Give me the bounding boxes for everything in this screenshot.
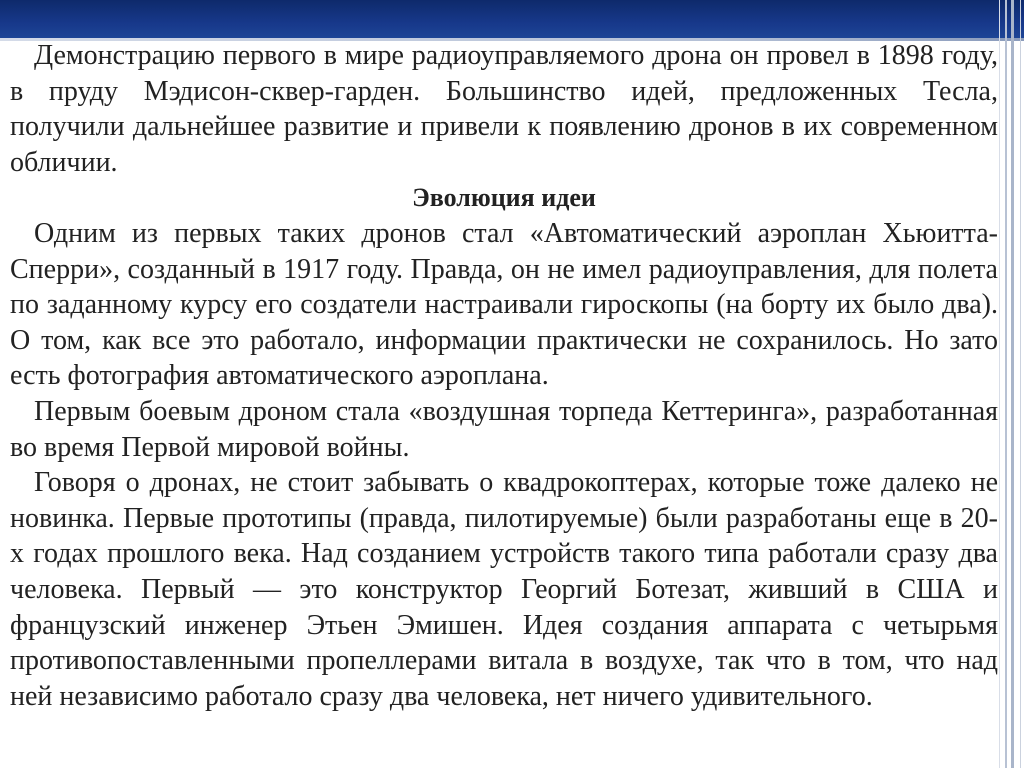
paragraph-kettering: Первым боевым дроном стала «воздушная торпеда Кеттеринга», разработанная во время Первой мировой войны. [10, 395, 998, 463]
section-heading: Эволюция идеи [412, 183, 596, 213]
paragraph-quadcopters: Говоря о дронах, не стоит забывать о квадрокоптерах, которые тоже далеко не новинка. Первые прототипы (правда, пилотируемые) были разработаны еще в 20-х годах прошлого века. Над созданием устройств такого типа работали сразу два человека. Первый — это конструктор Георгий Ботезат, живший в США и французский инженер Этьен Эмишен. Идея создания аппарата с четырьмя противопоставленными пропеллерами витала в воздухе, так что в том, что над ней независимо работало сразу два человека, нет ничего удивительного. [10, 467, 998, 712]
side-decoration [994, 0, 1024, 768]
side-line [1011, 0, 1014, 768]
side-line [1020, 0, 1021, 768]
slide-body [10, 38, 998, 714]
side-line [999, 0, 1000, 768]
header-bar [0, 0, 1024, 38]
side-line [1005, 0, 1007, 768]
paragraph-hewitt-sperry: Одним из первых таких дронов стал «Автоматический аэроплан Хьюитта-Сперри», созданный в 1917 году. Правда, он не имел радиоуправления, для полета по заданному курсу его создатели настраивали гироскопы (на борту их было два). О том, как все это работало, информации практически не сохранилось. Но зато есть фотография автоматического аэроплана. [10, 217, 998, 392]
paragraph-tesla-drone: Демонстрацию первого в мире радиоуправляемого дрона он провел в 1898 году, в пруду Мэдисон-сквер-гарден. Большинство идей, предложенных Тесла, получили дальнейшее развитие и привели к появлению дронов в их современном обличии. [10, 40, 998, 178]
